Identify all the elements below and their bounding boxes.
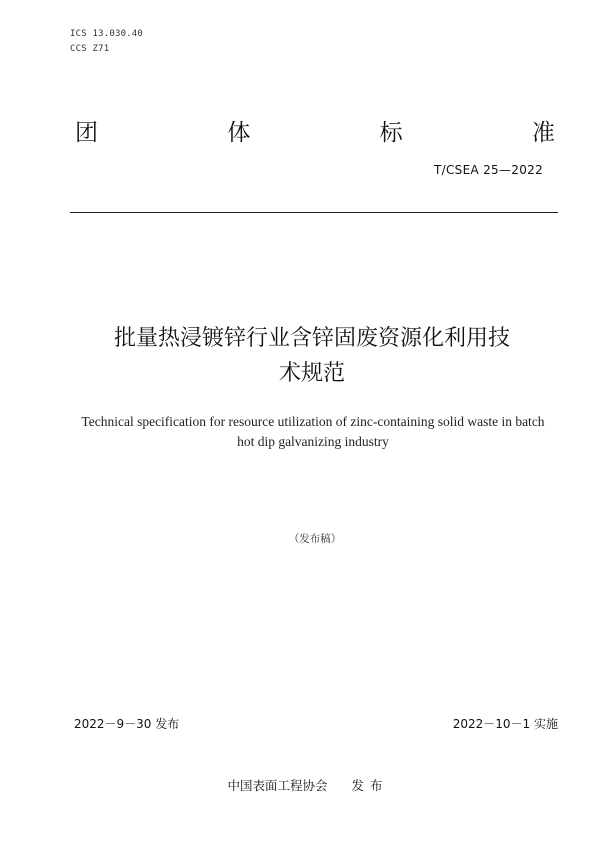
publisher-line — [0, 776, 600, 794]
standard-type-char-1: 团 — [75, 119, 98, 146]
standard-type-char-3: 标 — [379, 119, 403, 146]
english-title-line-1: Technical specification for resource utilization of zinc-containing solid waste in batch — [81, 414, 545, 429]
chinese-title-line-1: 批量热浸镀锌行业含锌固废资源化利用技 — [113, 326, 510, 351]
ics-code: ICS 13.030.40 — [70, 29, 144, 39]
standard-number: T/CSEA 25—2022 — [434, 163, 543, 177]
standard-type-char-4: 准 — [531, 119, 555, 146]
chinese-title — [62, 321, 562, 391]
ccs-code: CCS Z71 — [70, 44, 110, 54]
chinese-title-line-2: 术规范 — [278, 361, 345, 386]
draft-status: （发布稿） — [288, 533, 342, 545]
header-divider — [70, 212, 558, 213]
implementation-date: 2022－10－1 实施 — [452, 717, 558, 731]
english-title — [60, 412, 566, 452]
publish-label: 发布 — [351, 778, 389, 793]
english-title-line-2: hot dip galvanizing industry — [237, 434, 389, 449]
standard-type-char-2: 体 — [227, 119, 251, 146]
standard-type-heading — [75, 113, 555, 147]
publisher-name: 中国表面工程协会 — [227, 778, 328, 793]
issue-date: 2022－9－30 发布 — [74, 717, 180, 731]
